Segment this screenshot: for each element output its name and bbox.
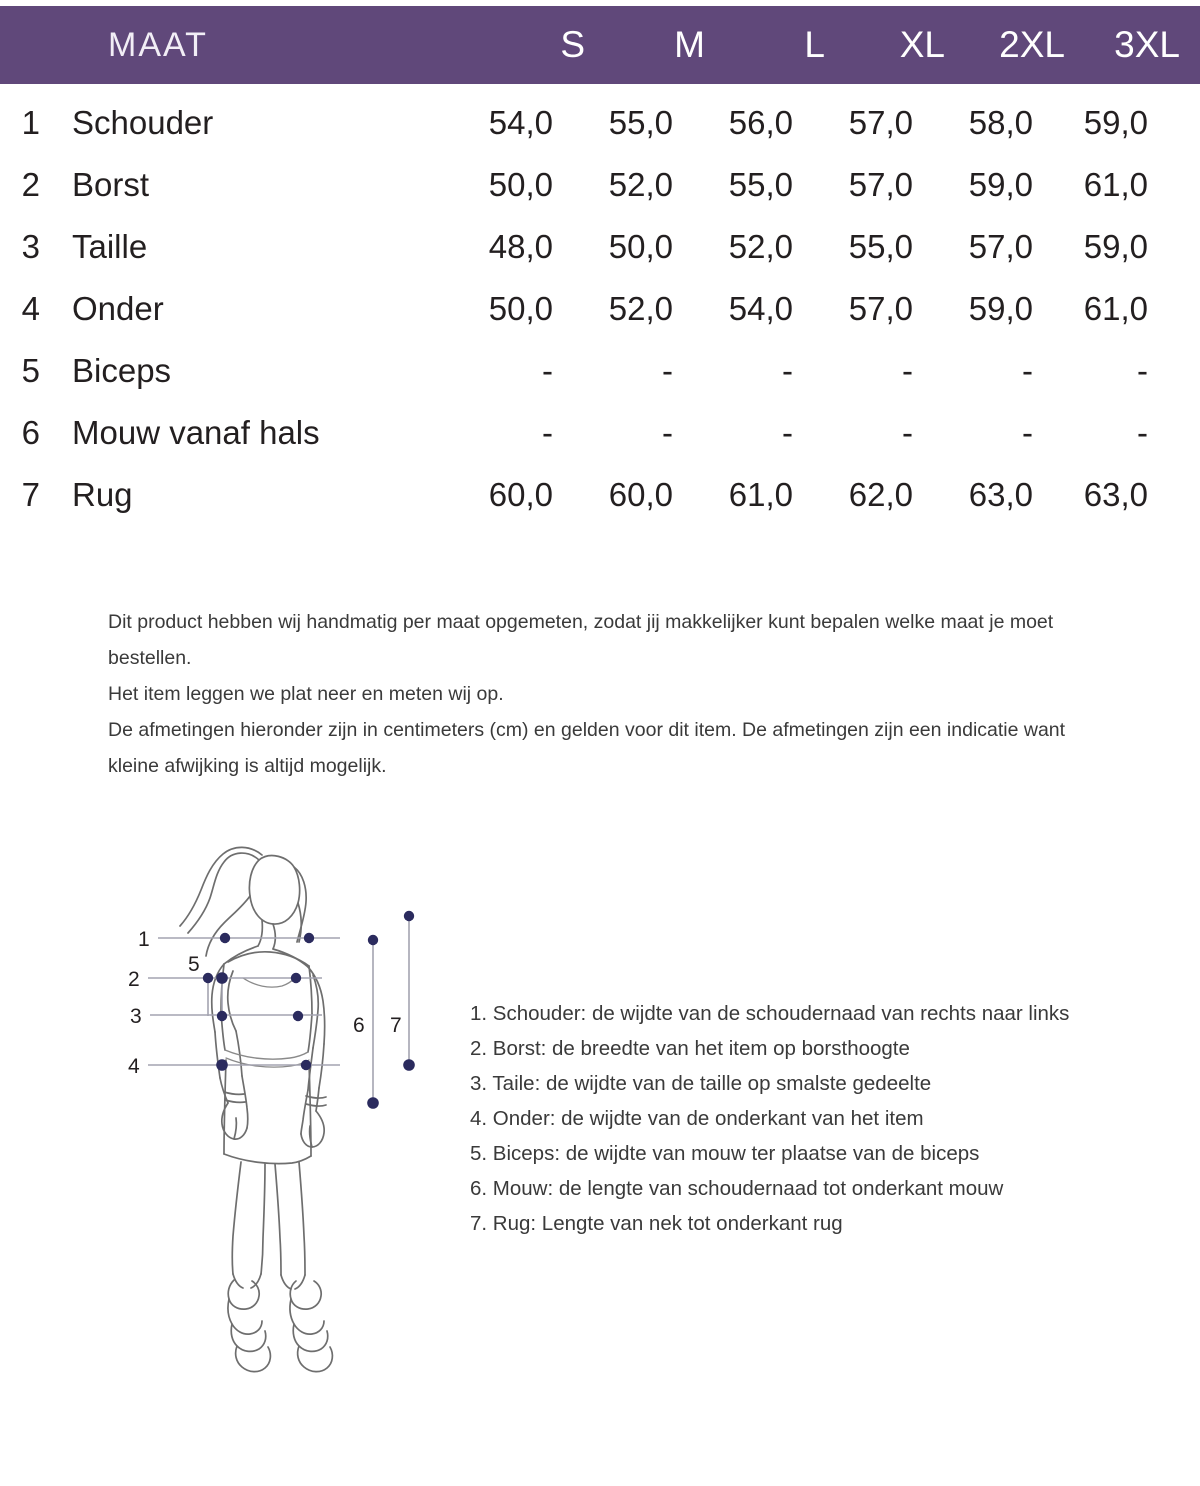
measurement-figure-diagram (110, 820, 450, 1380)
row-values (438, 166, 1200, 204)
cell-value: 57,0 (848, 290, 913, 327)
header-size-2xl: 2XL (999, 24, 1065, 65)
cell-value: 50,0 (608, 228, 673, 265)
table-row (0, 352, 1200, 414)
header-size-columns (470, 24, 1200, 66)
header-size-3xl: 3XL (1114, 24, 1180, 65)
cell-value: 60,0 (608, 476, 673, 513)
row-label: Mouw vanaf hals (72, 414, 320, 451)
measurement-legend (470, 996, 1110, 1241)
cell-value: 52,0 (728, 228, 793, 265)
cell-value: 59,0 (968, 166, 1033, 203)
description-line-3: De afmetingen hieronder zijn in centimeters (cm) en gelden voor dit item. De afmetingen zijn een indicatie want kleine afwijking is altijd mogelijk. (108, 719, 1066, 777)
cell-value: - (1022, 352, 1033, 389)
description-line-1: Dit product hebben wij handmatig per maat opgemeten, zodat jij makkelijker kunt bepalen welke maat je moet bestellen. (108, 611, 1054, 669)
cell-value: - (782, 352, 793, 389)
diagram-label-3: 3 (130, 1005, 142, 1028)
row-index: 5 (21, 352, 40, 389)
header-size-s: S (560, 24, 585, 65)
cell-value: - (1137, 414, 1148, 451)
cell-value: 61,0 (1083, 166, 1148, 203)
cell-value: - (542, 352, 553, 389)
table-row (0, 228, 1200, 290)
cell-value: 61,0 (1083, 290, 1148, 327)
cell-value: - (662, 352, 673, 389)
legend-item: 5. Biceps: de wijdte van mouw ter plaatse van de biceps (470, 1142, 980, 1165)
table-row (0, 414, 1200, 476)
cell-value: 52,0 (608, 166, 673, 203)
cell-value: 57,0 (848, 166, 913, 203)
row-values (438, 414, 1200, 452)
header-size-l: L (804, 24, 825, 65)
female-figure-sketch-icon (110, 820, 450, 1380)
cell-value: 54,0 (488, 104, 553, 141)
cell-value: 59,0 (968, 290, 1033, 327)
row-index: 2 (21, 166, 40, 203)
cell-value: 52,0 (608, 290, 673, 327)
size-measurement-table (0, 104, 1200, 538)
diagram-label-4: 4 (128, 1055, 140, 1078)
diagram-label-2: 2 (128, 968, 140, 991)
header-title: MAAT (108, 25, 208, 64)
cell-value: 61,0 (728, 476, 793, 513)
cell-value: 57,0 (968, 228, 1033, 265)
cell-value: 63,0 (968, 476, 1033, 513)
cell-value: 54,0 (728, 290, 793, 327)
cell-value: 55,0 (728, 166, 793, 203)
table-row (0, 104, 1200, 166)
diagram-label-5: 5 (188, 953, 200, 976)
row-index: 6 (21, 414, 40, 451)
table-row (0, 166, 1200, 228)
cell-value: 48,0 (488, 228, 553, 265)
legend-item: 7. Rug: Lengte van nek tot onderkant rug (470, 1212, 843, 1235)
cell-value: 59,0 (1083, 228, 1148, 265)
cell-value: 57,0 (848, 104, 913, 141)
cell-value: 62,0 (848, 476, 913, 513)
table-row (0, 476, 1200, 538)
cell-value: 55,0 (608, 104, 673, 141)
row-values (438, 352, 1200, 390)
cell-value: 50,0 (488, 166, 553, 203)
legend-item: 4. Onder: de wijdte van de onderkant van het item (470, 1107, 924, 1130)
measurement-description (108, 604, 1108, 784)
row-index: 7 (21, 476, 40, 513)
row-index: 3 (21, 228, 40, 265)
table-row (0, 290, 1200, 352)
row-index: 1 (21, 104, 40, 141)
cell-value: - (662, 414, 673, 451)
row-values (438, 104, 1200, 142)
row-values (438, 290, 1200, 328)
diagram-label-1: 1 (138, 928, 150, 951)
cell-value: 56,0 (728, 104, 793, 141)
cell-value: 60,0 (488, 476, 553, 513)
legend-item: 6. Mouw: de lengte van schoudernaad tot onderkant mouw (470, 1177, 1004, 1200)
row-label: Schouder (72, 104, 214, 141)
legend-item: 2. Borst: de breedte van het item op borsthoogte (470, 1037, 910, 1060)
row-label: Rug (72, 476, 133, 513)
cell-value: - (782, 414, 793, 451)
cell-value: - (542, 414, 553, 451)
cell-value: 59,0 (1083, 104, 1148, 141)
diagram-label-6: 6 (353, 1014, 365, 1037)
size-table-header (0, 6, 1200, 84)
header-size-xl: XL (899, 24, 945, 65)
cell-value: - (902, 352, 913, 389)
row-index: 4 (21, 290, 40, 327)
row-values (438, 476, 1200, 514)
legend-item: 3. Taile: de wijdte van de taille op smalste gedeelte (470, 1072, 932, 1095)
header-size-m: M (674, 24, 705, 65)
diagram-label-7: 7 (390, 1014, 402, 1037)
legend-item: 1. Schouder: de wijdte van de schoudernaad van rechts naar links (470, 1002, 1070, 1025)
row-label: Borst (72, 166, 150, 203)
cell-value: - (902, 414, 913, 451)
row-label: Onder (72, 290, 164, 327)
row-label: Biceps (72, 352, 172, 389)
description-line-2: Het item leggen we plat neer en meten wij op. (108, 683, 504, 705)
cell-value: 58,0 (968, 104, 1033, 141)
cell-value: 50,0 (488, 290, 553, 327)
row-values (438, 228, 1200, 266)
cell-value: - (1137, 352, 1148, 389)
cell-value: - (1022, 414, 1033, 451)
row-label: Taille (72, 228, 148, 265)
cell-value: 63,0 (1083, 476, 1148, 513)
cell-value: 55,0 (848, 228, 913, 265)
